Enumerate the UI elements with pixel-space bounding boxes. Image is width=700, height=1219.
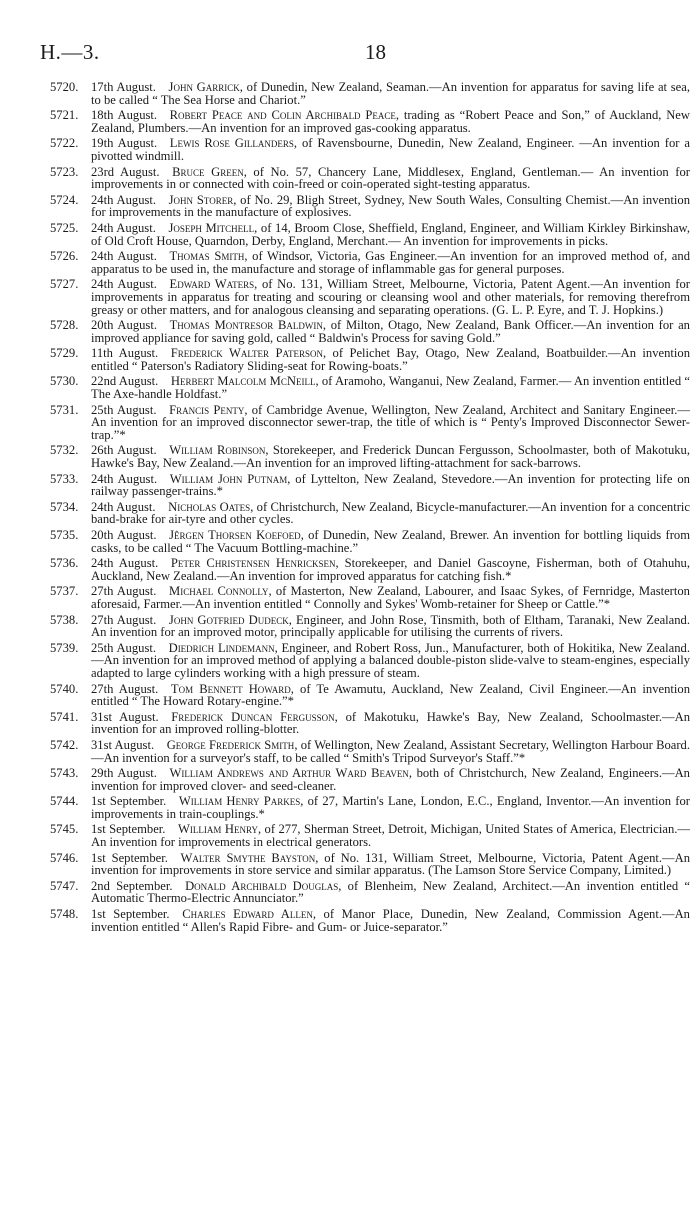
entry-date: 11th August. (91, 346, 159, 361)
entry-date: 24th August. (91, 192, 157, 207)
entry-number: 5732. (50, 443, 79, 458)
entry-date: 20th August. (91, 528, 157, 542)
patent-entry (50, 683, 690, 708)
entry-text (91, 473, 690, 498)
entry-number: 5729. (50, 346, 79, 361)
entry-number: 5745. (50, 822, 79, 837)
entry-number: 5722. (50, 136, 79, 151)
entry-number: 5746. (50, 850, 79, 865)
patent-entry (50, 319, 690, 344)
entry-number: 5743. (50, 766, 79, 781)
applicant-name: John Storer (168, 192, 234, 207)
entry-text (91, 194, 690, 219)
entry-description: , of Dunedin, New Zealand, Brewer. An invention for bottling liquids from casks, to be called “ The Vacuum Bottling-machine.” (91, 528, 690, 555)
entry-date: 31st August. (91, 709, 159, 724)
entry-number: 5735. (50, 528, 79, 542)
entry-description: , Storekeeper, and Frederick Duncan Fergusson, Schoolmaster, both of Makotuku, Hawke's Bay, New Zealand.—An invention for an improved lifting-attachment for sack-barrows. (91, 443, 690, 471)
entry-number: 5738. (50, 612, 79, 627)
entry-description: , of Wellington, New Zealand, Assistant Secretary, Wellington Harbour Board.—An invention for a surveyor's staff, to be called “ Smith's Tripod Surveyor's Staff.”* (91, 737, 690, 765)
entry-text (91, 250, 690, 275)
applicant-name: George Frederick Smith (166, 737, 295, 752)
entry-description: , of 14, Broom Close, Sheffield, England, Engineer, and William Kirkley Birkinshaw, of Old Croft House, Quarndon, Derby, England, Merchant.— An invention for improvements in picks. (91, 220, 690, 248)
entry-date: 20th August. (91, 318, 157, 333)
document-reference: H.—3. (40, 40, 100, 64)
entry-date: 18th August. (91, 108, 158, 123)
entry-description: , Storekeeper, and Daniel Gascoyne, Fisherman, both of Otahuhu, Auckland, New Zealand.—An invention for improved apparatus for catching fish.* (91, 556, 690, 583)
entry-date: 27th August. (91, 584, 157, 599)
patent-entry (50, 767, 690, 792)
applicant-name: Tom Bennett Howard (170, 681, 291, 696)
entry-number: 5734. (50, 499, 79, 514)
entry-description: , of No. 131, William Street, Melbourne, Victoria, Patent Agent.—An invention for improvements in apparatus for treating and scouring or cleansing wool and other materials, for removing therefrom greasy or other matters, and for analogous cleansing and separating operations. (G. L. P. Eyre, and T. J. Hopkins.) (91, 277, 690, 317)
patent-entry (50, 166, 690, 191)
entry-date: 1st September. (91, 850, 168, 865)
applicant-name: Lewis Rose Gillanders (169, 136, 294, 151)
applicant-name: Frederick Walter Paterson (170, 346, 323, 361)
entry-description: , of Milton, Otago, New Zealand, Bank Officer.—An invention for an improved appliance for saving gold, called “ Baldwin's Process for saving Gold.” (91, 318, 690, 345)
entry-text (91, 222, 690, 247)
entry-text (91, 614, 690, 639)
entry-text (91, 347, 690, 372)
entry-description: , of Aramoho, Wanganui, New Zealand, Farmer.— An invention entitled “ The Axe-handle Holdfast.” (91, 374, 690, 402)
patent-entry (50, 823, 690, 848)
entry-number: 5747. (50, 878, 79, 893)
entry-number: 5730. (50, 374, 79, 389)
entry-number: 5748. (50, 907, 79, 922)
patent-entry (50, 908, 690, 933)
entry-text (91, 585, 690, 610)
entry-date: 24th August. (91, 220, 156, 235)
applicant-name: Michael Connolly (169, 584, 269, 599)
patent-entry (50, 795, 690, 820)
entry-number: 5741. (50, 709, 79, 724)
entry-text (91, 683, 690, 708)
patent-entry (50, 614, 690, 639)
entry-number: 5739. (50, 640, 79, 655)
entry-date: 24th August. (91, 556, 159, 571)
applicant-name: John Gotfried Dudeck (168, 612, 289, 627)
patent-entry (50, 81, 690, 106)
entry-number: 5731. (50, 402, 79, 417)
applicant-name: John Garrick (168, 80, 240, 94)
entry-number: 5723. (50, 164, 79, 179)
entry-text (91, 529, 690, 554)
entry-date: 25th August. (91, 640, 156, 655)
applicant-name: Frederick Duncan Fergusson (171, 709, 335, 724)
applicant-name: Charles Edward Allen (182, 907, 313, 922)
entry-date: 22nd August. (91, 374, 159, 389)
entry-date: 25th August. (91, 402, 157, 417)
applicant-name: Joseph Mitchell (168, 220, 255, 235)
applicant-name: William Henry (178, 822, 258, 837)
entry-date: 27th August. (91, 681, 159, 696)
patent-entry (50, 375, 690, 400)
entry-text (91, 319, 690, 344)
patent-entry (50, 347, 690, 372)
entry-description: , of Lyttelton, New Zealand, Stevedore.—An invention for protecting life on railway passenger-trains.* (91, 471, 690, 499)
entry-description: , of No. 131, William Street, Melbourne, Victoria, Patent Agent.—An invention for improvements in store service and similar apparatus. (The Lamson Store Service Company, Limited.) (91, 850, 691, 878)
patent-entry (50, 557, 690, 582)
entry-text (91, 908, 690, 933)
patent-entry (50, 278, 690, 316)
patent-entry (50, 222, 690, 247)
entry-number: 5725. (50, 220, 79, 235)
entry-date: 26th August. (91, 443, 157, 458)
entry-number: 5721. (50, 108, 79, 123)
entry-description: , of Manor Place, Dunedin, New Zealand, Commission Agent.—An invention entitled “ Allen's Rapid Fibre- and Gum- or Juice-separator.” (91, 907, 690, 934)
patent-entry (50, 501, 690, 526)
entry-text (91, 137, 690, 162)
entry-text (91, 81, 690, 106)
applicant-name: Edward Waters (169, 277, 255, 292)
patent-entry (50, 250, 690, 275)
patent-entry (50, 194, 690, 219)
applicant-name: Peter Christensen Henricksen (170, 556, 336, 571)
entry-description: , of Dunedin, New Zealand, Seaman.—An invention for apparatus for saving life at sea, to be called “ The Sea Horse and Chariot.” (91, 80, 690, 107)
entry-description: , Engineer, and John Rose, Tinsmith, both of Eltham, Taranaki, New Zealand. An invention for an improved motor, principally applicable for utilising the currents of rivers. (91, 612, 690, 640)
applicant-name: Jêrgen Thorsen Koefoed (169, 528, 301, 542)
patent-entry (50, 473, 690, 498)
entry-text (91, 375, 690, 400)
page-number: 18 (365, 40, 386, 64)
applicant-name: Bruce Green (172, 164, 244, 179)
entry-number: 5736. (50, 556, 79, 571)
entry-date: 19th August. (91, 136, 158, 151)
entry-date: 1st September. (91, 822, 166, 837)
entry-description: , of Makotuku, Hawke's Bay, New Zealand, Schoolmaster.—An invention for an improved rolling-blotter. (91, 709, 690, 737)
entry-date: 1st September. (91, 794, 167, 809)
entry-description: , Engineer, and Robert Ross, Jun., Manufacturer, both of Hokitika, New Zealand.—An invention for an improved method of applying a balanced double-piston slide-valve to steam-engines, especially adapted to large cylinders working with a high pressure of steam. (91, 640, 690, 680)
entry-text (91, 166, 690, 191)
patent-entry (50, 444, 690, 469)
entry-text (91, 278, 690, 316)
entry-description: , of Windsor, Victoria, Gas Engineer.—An invention for an improved method of, and apparatus to be used in, the manufacture and storage of inflammable gas for general purposes. (91, 249, 690, 276)
entry-text (91, 501, 690, 526)
entry-text (91, 767, 690, 792)
entry-text (91, 880, 690, 905)
entry-date: 1st September. (91, 907, 170, 922)
entry-text (91, 795, 690, 820)
entry-text (91, 823, 690, 848)
applicant-name: Francis Penty (169, 402, 245, 417)
entry-description: , of Pelichet Bay, Otago, New Zealand, Boatbuilder.—An invention entitled “ Paterson's Radiatory Sliding-seat for Rowing-boats.” (91, 346, 691, 373)
entry-number: 5720. (50, 80, 79, 94)
entry-date: 24th August. (91, 499, 156, 514)
entry-number: 5728. (50, 318, 79, 333)
patent-entry (50, 880, 690, 905)
applicant-name: Donald Archibald Douglas (185, 878, 339, 893)
patent-entry (50, 404, 690, 442)
entry-date: 29th August. (91, 766, 157, 781)
entry-text (91, 711, 690, 736)
entry-description: , trading as “Robert Peace and Son,” of Auckland, New Zealand, Plumbers.—An invention for an improved gas-cooking apparatus. (91, 108, 690, 135)
patent-entry (50, 529, 690, 554)
patent-entry (50, 585, 690, 610)
applicant-name: William Henry Parkes (178, 794, 301, 809)
entry-date: 31st August. (91, 737, 155, 752)
entry-number: 5744. (50, 794, 79, 809)
entry-description: , of Masterton, New Zealand, Labourer, and Isaac Sykes, of Fernridge, Masterton aforesaid, Farmer.—An invention entitled “ Connolly and Sykes' Womb-retainer for Sheep or Cattle.”* (91, 584, 690, 611)
entry-date: 23rd August. (91, 164, 160, 179)
entry-description: , of No. 29, Bligh Street, Sydney, New South Wales, Consulting Chemist.—An invention for improvements in the manufacture of explosives. (91, 192, 690, 220)
patent-entry (50, 642, 690, 680)
entry-description: , of Cambridge Avenue, Wellington, New Zealand, Architect and Sanitary Engineer.—An invention for an improved disconnector sewer-trap, the title of which is “ Penty's Improved Disconnector Sewer-trap.”* (91, 402, 690, 442)
entry-text (91, 852, 690, 877)
entry-date: 24th August. (91, 249, 157, 264)
entry-description: , of Ravensbourne, Dunedin, New Zealand, Engineer. —An invention for a pivotted windmill. (91, 136, 690, 163)
applicant-name: Robert Peace and Colin Archibald Peace (169, 108, 396, 123)
entry-description: , of Te Awamutu, Auckland, New Zealand, Civil Engineer.—An invention entitled “ The Howard Rotary-engine.”* (91, 681, 690, 709)
applicant-name: Diedrich Lindemann (168, 640, 275, 655)
patent-entry (50, 852, 690, 877)
entry-number: 5727. (50, 277, 79, 292)
applicant-name: Nicholas Oates (168, 499, 251, 514)
patent-entry (50, 109, 690, 134)
entry-text (91, 739, 690, 764)
entry-description: , both of Christchurch, New Zealand, Engineers.—An invention for improved clover- and seed-cleaner. (91, 766, 690, 793)
patent-entries-list (50, 81, 690, 936)
applicant-name: Thomas Smith (169, 249, 245, 264)
entry-text (91, 557, 690, 582)
entry-description: , of Blenheim, New Zealand, Architect.—An invention entitled “ Automatic Thermo-Electric Annunciator.” (91, 878, 690, 906)
patent-entry (50, 739, 690, 764)
patent-entry (50, 711, 690, 736)
applicant-name: William Robinson (169, 443, 266, 458)
entry-description: , of No. 57, Chancery Lane, Middlesex, England, Gentleman.— An invention for improvements in or connected with coin-freed or coin-operated sight-testing apparatus. (91, 164, 690, 192)
entry-date: 2nd September. (91, 878, 173, 893)
entry-number: 5742. (50, 737, 79, 752)
entry-date: 24th August. (91, 471, 158, 486)
entry-text (91, 444, 690, 469)
entry-description: , of Christchurch, New Zealand, Bicycle-manufacturer.—An invention for a concentric band-brake for air-tyre and other cycles. (91, 499, 690, 527)
entry-number: 5724. (50, 192, 79, 207)
entry-number: 5737. (50, 584, 79, 599)
applicant-name: Thomas Montresor Baldwin (169, 318, 323, 333)
page-header (40, 40, 660, 70)
entry-date: 24th August. (91, 277, 157, 292)
entry-number: 5740. (50, 681, 79, 696)
entry-number: 5733. (50, 471, 79, 486)
applicant-name: Walter Smythe Bayston (180, 850, 316, 865)
entry-description: , of 27, Martin's Lane, London, E.C., England, Inventor.—An invention for improvements in train-couplings.* (91, 794, 690, 821)
applicant-name: William John Putnam (169, 471, 288, 486)
entry-text (91, 109, 690, 134)
applicant-name: Herbert Malcolm McNeill (170, 374, 316, 389)
entry-number: 5726. (50, 249, 79, 264)
entry-date: 17th August. (91, 80, 156, 94)
applicant-name: William Andrews and Arthur Ward Beaven (169, 766, 409, 781)
entry-date: 27th August. (91, 612, 157, 627)
entry-text (91, 404, 690, 442)
entry-description: , of 277, Sherman Street, Detroit, Michigan, United States of America, Electrician.—An invention for improvements in electrical generators. (91, 822, 690, 850)
patent-entry (50, 137, 690, 162)
entry-text (91, 642, 690, 680)
